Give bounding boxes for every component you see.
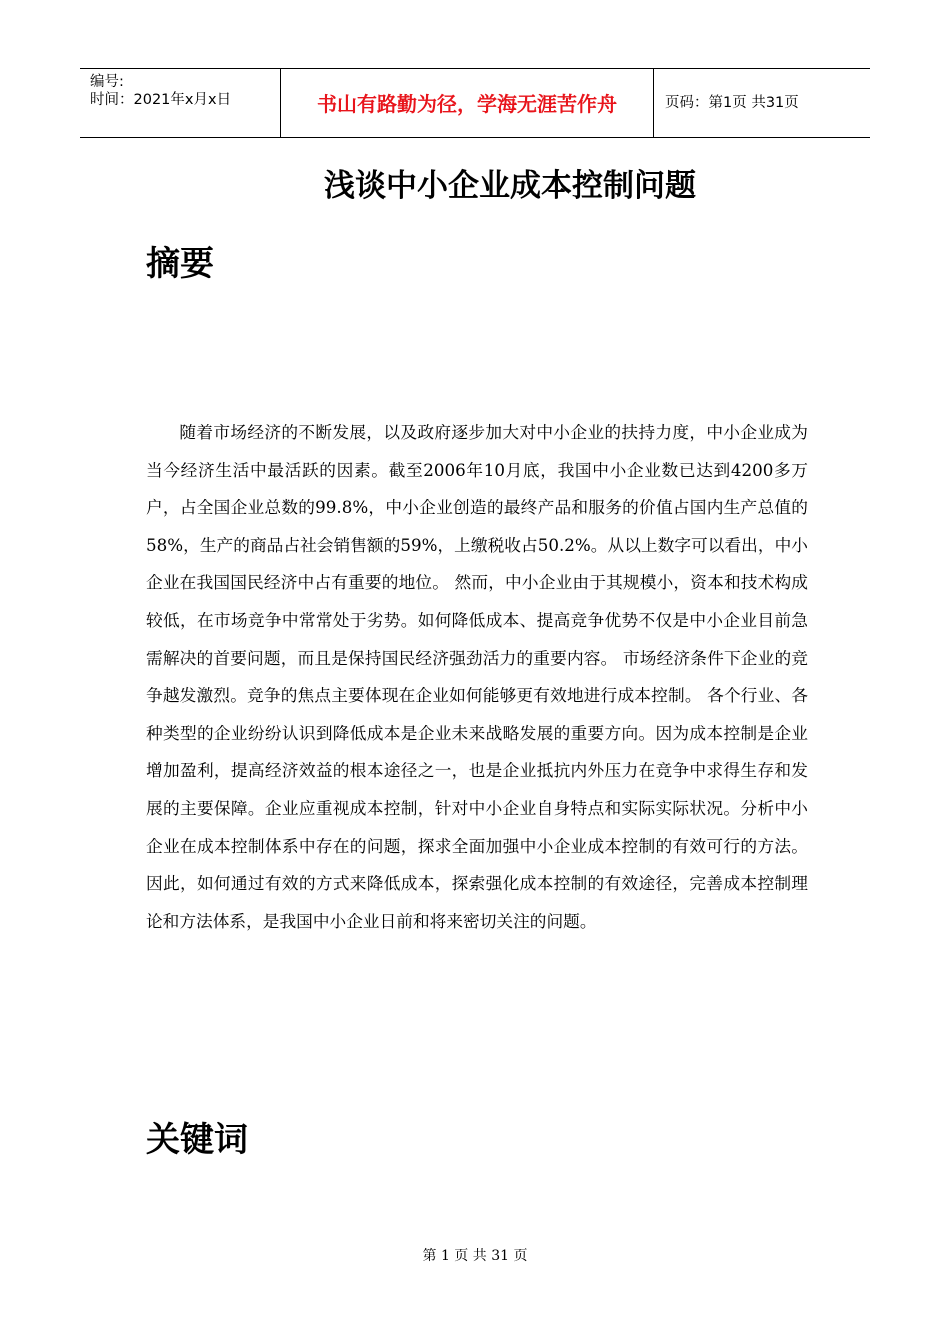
document-title: 浅谈中小企业成本控制问题 xyxy=(324,168,696,204)
page-info: 页码：第1页 共31页 xyxy=(665,95,799,111)
time-label: 时间：2021年x月x日 xyxy=(90,92,232,108)
header-meta-cell xyxy=(80,69,280,137)
header-motto-cell xyxy=(280,69,654,137)
header-page-cell xyxy=(653,69,870,137)
number-label: 编号: xyxy=(90,74,124,90)
page-footer: 第 1 页 共 31 页 xyxy=(422,1248,528,1264)
abstract-heading: 摘要 xyxy=(146,244,214,284)
page-header xyxy=(80,68,870,138)
motto-text: 书山有路勤为径，学海无涯苦作舟 xyxy=(317,92,617,116)
abstract-paragraph: 随着市场经济的不断发展，以及政府逐步加大对中小企业的扶持力度，中小企业成为当今经济生活中最活跃的因素。截至2006年10月底，我国中小企业数已达到4200多万户，占全国企业总数的99.8%，中小企业创造的最终产品和服务的价值占国内生产总值的58%，生产的商品占社会销售额的59%，上缴税收占50.2%。从以上数字可以看出，中小企业在我国国民经济中占有重要的地位。 然而，中小企业由于其规模小，资本和技术构成较低，在市场竞争中常常处于劣势。如何降低成本、提高竞争优势不仅是中小企业目前急需解决的首要问题，而且是保持国民经济强劲活力的重要内容。 市场经济条件下企业的竞争越发激烈。竞争的焦点主要体现在企业如何能够更有效地进行成本控制。 各个行业、各种类型的企业纷纷认识到降低成本是企业未来战略发展的重要方向。因为成本控制是企业增加盈利，提高经济效益的根本途径之一，也是企业抵抗内外压力在竞争中求得生存和发展的主要保障。企业应重视成本控制，针对中小企业自身特点和实际实际状况。分析中小企业在成本控制体系中存在的问题，探求全面加强中小企业成本控制的有效可行的方法。因此，如何通过有效的方式来降低成本，探索强化成本控制的有效途径，完善成本控制理论和方法体系，是我国中小企业日前和将来密切关注的问题。 xyxy=(146,422,808,931)
keywords-heading: 关键词 xyxy=(146,1120,248,1160)
